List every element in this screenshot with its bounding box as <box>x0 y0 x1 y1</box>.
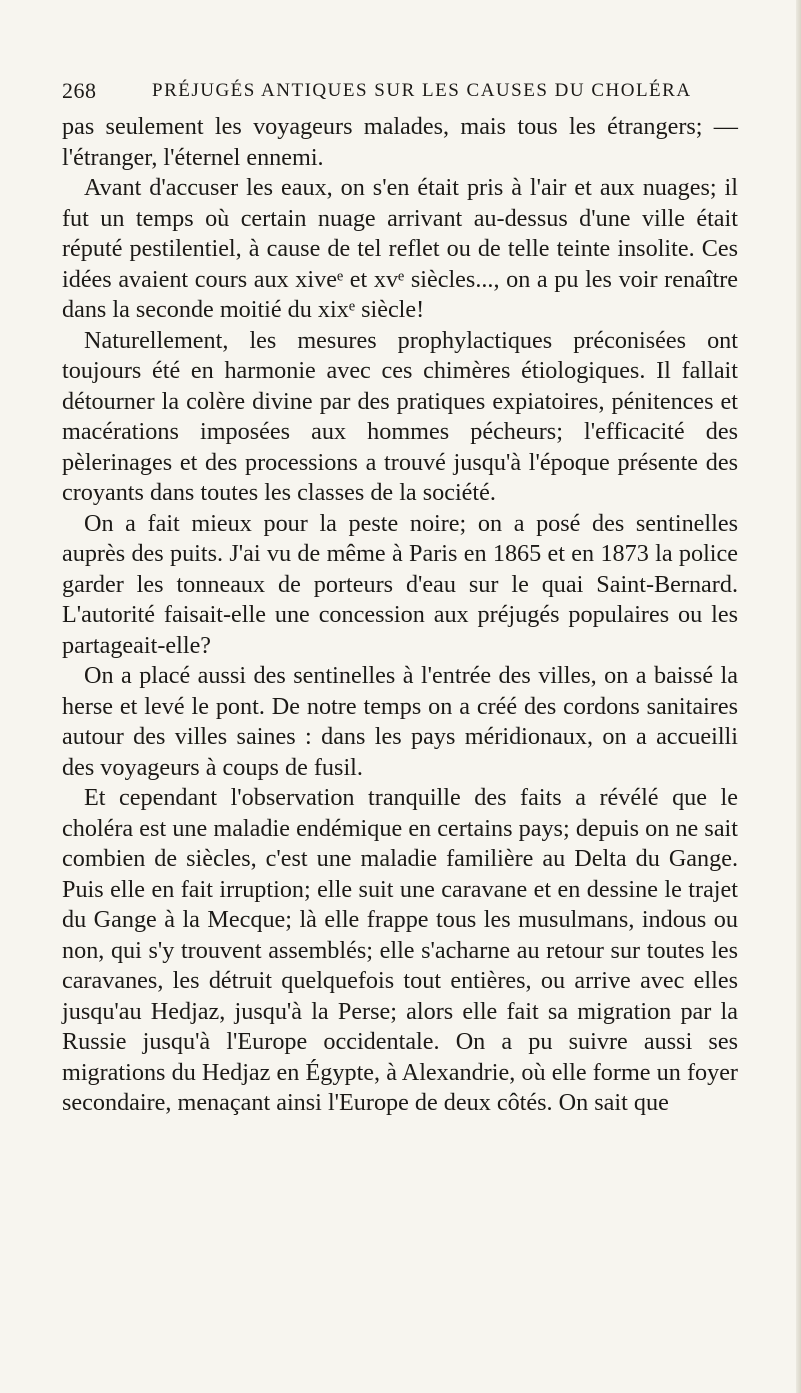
page-edge <box>796 0 801 1393</box>
paragraph: Avant d'accuser les eaux, on s'en était pris à l'air et aux nuages; il fut un temps où certain nuage arrivant au-dessus d'une ville était réputé pestilentiel, à cause de tel reflet ou de telle teinte insolite. Ces idées avaient cours aux xiveᵉ et xvᵉ siècles..., on a pu les voir renaître dans la seconde moitié du xixᵉ siècle! <box>62 174 738 323</box>
paragraph: pas seulement les voyageurs malades, mais tous les étrangers; — l'étranger, l'éternel ennemi. <box>62 113 738 171</box>
paragraph: Naturellement, les mesures prophylactiques préconisées ont toujours été en harmonie avec ces chimères étiologiques. Il fallait détourner la colère divine par des pratiques expiatoires, pénitences et macérations imposées aux hommes pécheurs; l'efficacité des pèlerinages et des processions a trouvé jusqu'à l'époque présente des croyants dans toutes les classes de la société. <box>62 326 738 506</box>
page-header <box>62 78 738 106</box>
running-title: PRÉJUGÉS ANTIQUES SUR LES CAUSES DU CHOLÉRA <box>152 80 692 101</box>
paragraph: On a fait mieux pour la peste noire; on a posé des sentinelles auprès des puits. J'ai vu de même à Paris en 1865 et en 1873 la police garder les tonneaux de porteurs d'eau sur le quai Saint-Bernard. L'autorité faisait-elle une concession aux préjugés populaires ou les partageait-elle? <box>62 509 738 659</box>
body-text <box>62 112 738 1119</box>
page-number: 268 <box>62 78 97 103</box>
paragraph: Et cependant l'observation tranquille des faits a révélé que le choléra est une maladie endémique en certains pays; depuis on ne sait combien de siècles, c'est une maladie familière au Delta du Gange. Puis elle en fait irruption; elle suit une caravane et en dessine le trajet du Gange à la Mecque; là elle frappe tous les musulmans, indous ou non, qui s'y trouvent assemblés; elle s'acharne au retour sur toutes les caravanes, les détruit quelquefois tout entières, ou arrive avec elles jusqu'au Hedjaz, jusqu'à la Perse; alors elle fait sa migration par la Russie jusqu'à l'Europe occidentale. On a pu suivre aussi ses migrations du Hedjaz en Égypte, à Alexandrie, où elle forme un foyer secondaire, menaçant ainsi l'Europe de deux côtés. On sait que <box>62 784 738 1116</box>
paragraph: On a placé aussi des sentinelles à l'entrée des villes, on a baissé la herse et levé le pont. De notre temps on a créé des cordons sanitaires autour des villes saines : dans les pays méridionaux, on a accueilli des voyageurs à coups de fusil. <box>62 662 738 781</box>
